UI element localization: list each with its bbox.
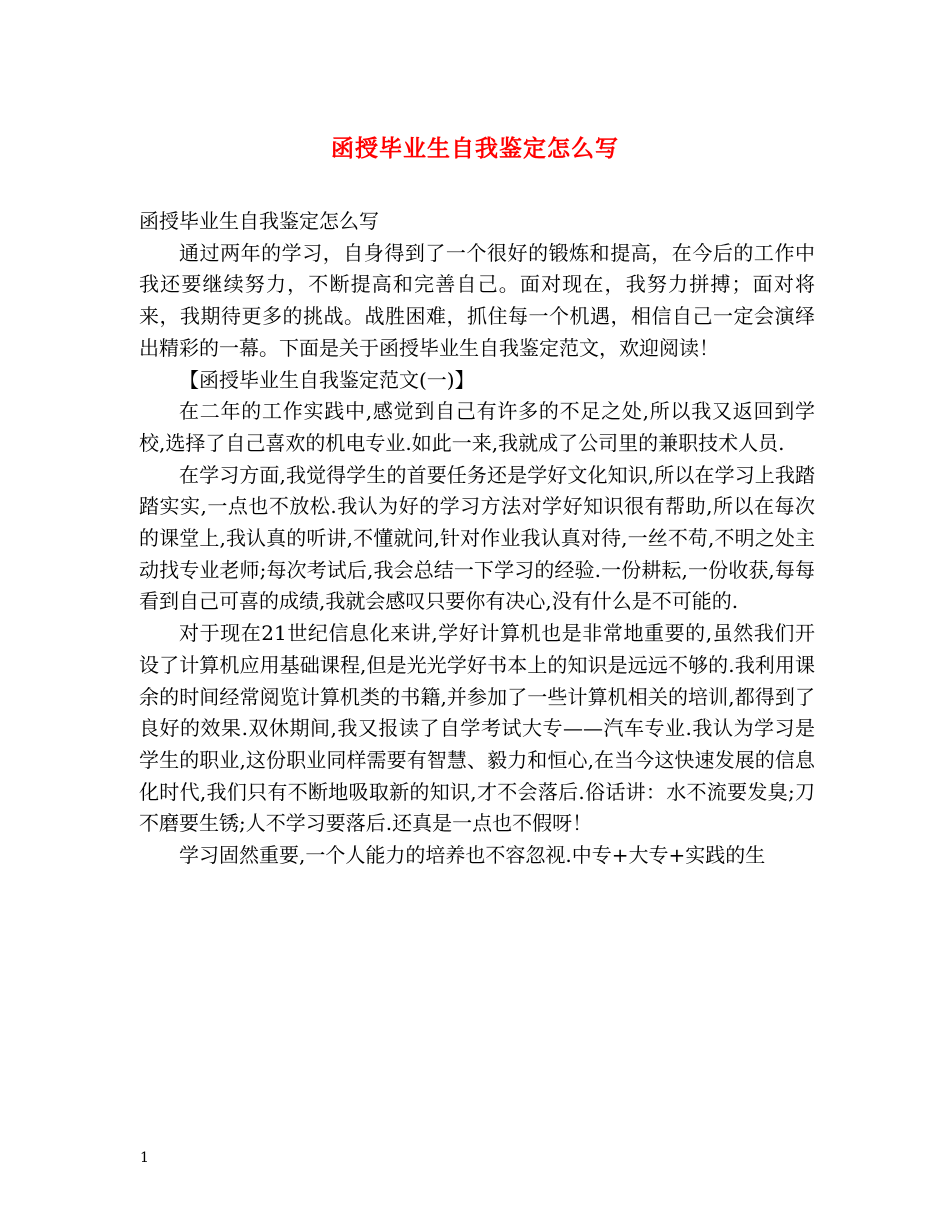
body-paragraph: 在学习方面,我觉得学生的首要任务还是学好文化知识,所以在学习上我踏踏实实,一点也不放松.我认为好的学习方法对学好知识很有帮助,所以在每次的课堂上,我认真的听讲,不懂就问,针对作业我认真对待,一丝不苟,不明之处主动找专业老师;每次考试后,我会总结一下学习的经验.一份耕耘,一份收获,每每看到自己可喜的成绩,我就会感叹只要你有决心,没有什么是不可能的. — [139, 462, 815, 614]
section-heading: 【函授毕业生自我鉴定范文(一)】 — [179, 367, 475, 392]
document-title: 函授毕业生自我鉴定怎么写 — [331, 135, 619, 162]
document-body — [139, 206, 815, 872]
body-paragraph: 函授毕业生自我鉴定怎么写 — [139, 209, 379, 233]
body-paragraph: 对于现在21世纪信息化来讲,学好计算机也是非常地重要的,虽然我们开设了计算机应用基础课程,但是光光学好书本上的知识是远远不够的.我利用课余的时间经常阅览计算机类的书籍,并参加了一些计算机相关的培训,都得到了良好的效果.双休期间,我又报读了自学考试大专——汽车专业.我认为学习是学生的职业,这份职业同样需要有智慧、毅力和恒心,在当今这快速发展的信息化时代,我们只有不断地吸取新的知识,才不会落后.俗话讲：水不流要发臭;刀不磨要生锈;人不学习要落后.还真是一点也不假呀！ — [139, 621, 815, 836]
page-number: 1 — [140, 1150, 149, 1166]
body-paragraph: 学习固然重要,一个人能力的培养也不容忽视.中专+大专+实践的生 — [179, 843, 766, 868]
body-paragraph: 通过两年的学习，自身得到了一个很好的锻炼和提高，在今后的工作中我还要继续努力，不断提高和完善自己。面对现在，我努力拼搏；面对将来，我期待更多的挑战。战胜困难，抓住每一个机遇，相信自己一定会演绎出精彩的一幕。下面是关于函授毕业生自我鉴定范文，欢迎阅读！ — [139, 240, 815, 360]
body-paragraph: 在二年的工作实践中,感觉到自己有许多的不足之处,所以我又返回到学校,选择了自己喜欢的机电专业.如此一来,我就成了公司里的兼职技术人员. — [139, 399, 815, 455]
